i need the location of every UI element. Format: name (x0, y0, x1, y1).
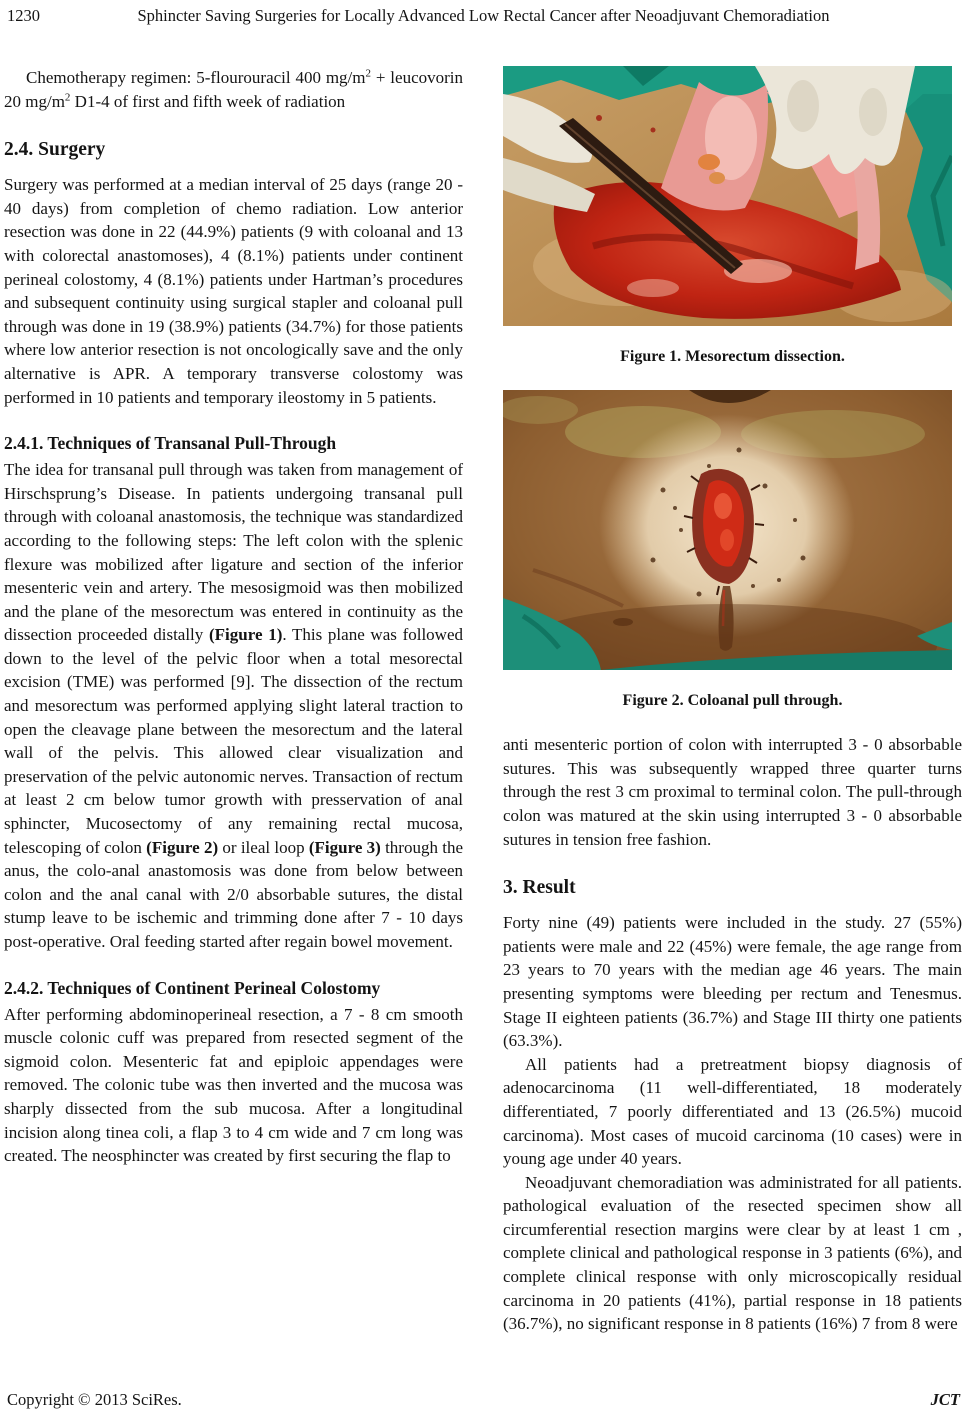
running-title: Sphincter Saving Surgeries for Locally Advanced Low Rectal Cancer after Neoadjuvant Chemoradiation (137, 6, 830, 25)
paragraph: Surgery was performed at a median interval of 25 days (range 20 - 40 days) from completion of chemo radiation. Low anterior resection was done in 22 (44.9%) patients (9 with coloanal and 13 with colorectal anastomoses), 4 (8.1%) patients under continent perineal colostomy, 4 (8.1%) patients under Hartman’s procedures and subsequent continuity using surgical stapler and coloanal pull through was done in 19 (38.9%) patients (34.7%) for those patients where low anterior resection is not oncologically save and the only alternative is APR. A temporary transverse colostomy was performed in 10 patients and temporary ileostomy in 5 patients. (4, 175, 463, 407)
figure-1-image (503, 66, 952, 326)
right-column (503, 66, 962, 1336)
paragraph: Forty nine (49) patients were included in the study. 27 (55%) patients were male and 22 (45%) were female, the age range from 23 years to 70 years with the median age 46 years. The main presenting symptoms were bleeding per rectum and Tenesmus. Stage II eighteen patients (36.7%) and Stage III thirty one patients (63.3%). (503, 913, 962, 1051)
paragraph: After performing abdominoperineal resection, a 7 - 8 cm smooth muscle colonic cuff was prepared from resected segment of the sigmoid colon. Mesenteric fat and epiploic appendages were removed. The colonic tube was then inverted and the mucosa was sharply dissected from the sub mucosa. After a longitudinal incision along tinea coli, a flap 3 to 4 cm wide and 7 cm long was created. The neosphincter was created by first securing the flap to (4, 1004, 463, 1166)
paragraph: Neoadjuvant chemoradiation was administrated for all patients. pathological evaluation of the resected specimen show all circumferential resection margins were clear by at least 1 cm , complete clinical and pathological response in 3 patients (6%), and complete clinical response with only microscopically residual carcinoma in 20 patients (41%), partial response in 18 patients (36.7%), no significant response in 8 patients (16%) 7 from 8 were (503, 1172, 962, 1334)
paragraph: anti mesenteric portion of colon with interrupted 3 - 0 absorbable sutures. This was subsequently wrapped three quarter turns through the rest 3 cm proximal to terminal colon. The pull-through colon was matured at the skin using interrupted 3 - 0 absorbable sutures in tension free fashion. (503, 735, 962, 849)
copyright-notice: Copyright © 2013 SciRes. (7, 1390, 182, 1409)
figure-2 (503, 390, 962, 713)
section-heading: 3. Result (503, 877, 576, 899)
paragraph: All patients had a pretreatment biopsy diagnosis of adenocarcinoma (11 well-differentiated, 18 moderately differentiated, 7 poorly differentiated and 13 (26.5%) mucoid carcinoma). Most cases of mucoid carcinoma (10 cases) were in young age under 40 years. (503, 1054, 962, 1169)
journal-abbrev: JCT (930, 1390, 960, 1409)
left-column (4, 66, 463, 1336)
section-heading: 2.4.2. Techniques of Continent Perineal Colostomy (4, 977, 381, 998)
section-heading: 2.4. Surgery (4, 139, 106, 161)
section-heading: 2.4.1. Techniques of Transanal Pull-Through (4, 433, 337, 454)
figure-1 (503, 66, 962, 369)
page-footer (7, 1390, 960, 1410)
figure-2-caption: Figure 2. Coloanal pull through. (622, 691, 843, 709)
paragraph: The idea for transanal pull through was taken from management of Hirschsprung’s Disease. In patients undergoing transanal pull through with coloanal anastomosis, the technique was standardized according to the following steps: The left colon with the splenic flexure was mobilized after ligature and section of the inferior mesenteric vein and artery. The mesosigmoid was then mobilized and the plane of the mesorectum was entered in continuity as the dissection proceeded distally (Figure 1). This plane was followed down to the level of the pelvic floor when a total mesorectal excision (TME) was performed [9]. The dissection of the rectum and mesorectum was performed applying slight lateral traction to open the cleavage plane between the mesorectum and the lateral wall of the pelvis. This allowed clear visualization and preservation of the pelvic autonomic nerves. Transaction of rectum at least 2 cm below tumor growth with presservation of anal sphincter, Mucosectomy of any remaining rectal mucosa, telescoping of colon (Figure 2) or ileal loop (Figure 3) through the anus, the colo-anal anastomosis was done from below between colon and the anal canal with 2/0 absorbable sutures, the distal stump leave to be ischemic and trimming done after 7 - 10 days post-operative. Oral feeding started after regain bowel movement. (4, 460, 464, 951)
page-body (0, 66, 967, 1336)
paragraph: Chemotherapy regimen: 5-flourouracil 400 $mg/m^2$ + leucovorin 20 $mg/m^2$ D1-4 of first and fifth week of radiation (4, 67, 463, 111)
page-number: 1230 (7, 6, 40, 25)
figure-2-image (503, 390, 952, 670)
figure-1-caption: Figure 1. Mesorectum dissection. (620, 348, 845, 365)
page-header (0, 0, 967, 30)
